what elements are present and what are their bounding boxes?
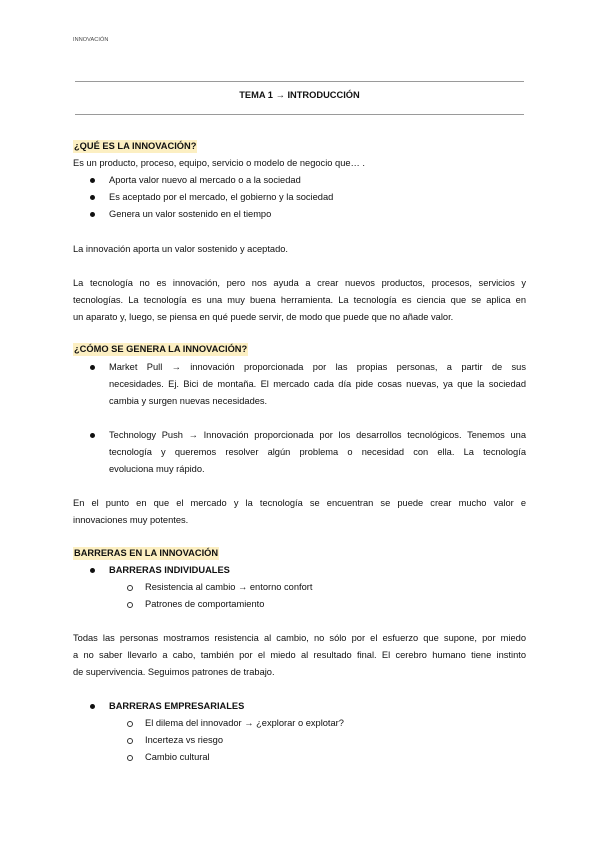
section1-intro: Es un producto, proceso, equipo, servicio o modelo de negocio que… . [73,158,365,168]
section2-bullet-line: Technology Push → Innovación proporcionada por los desarrollos tecnológicos. Tenemos una [109,430,526,440]
section1-paragraph-line: tecnologías. La tecnología es una muy buena herramienta. La tecnología es ciencia que se aplica en [73,295,526,305]
section-heading-what: ¿QUÉ ES LA INNOVACIÓN? [74,141,197,151]
section3-paragraph-line: a no saber llevarlo a cabo, también por el miedo al resultado final. El cerebro humano tiene instinto [73,650,526,660]
section-heading-how: ¿CÓMO SE GENERA LA INNOVACIÓN? [74,344,248,354]
sub-bullet-circle [127,602,133,608]
section1-bullet: Genera un valor sostenido en el tiempo [109,209,272,219]
bullet-dot [90,433,95,438]
section2-bullet-line: Market Pull → innovación proporcionada por las propias personas, a partir de sus [109,362,526,372]
sub-bullet-circle [127,585,133,591]
sub-bullet-circle [127,721,133,727]
section2-paragraph-line: innovaciones muy potentes. [73,515,189,525]
bullet-dot [90,195,95,200]
bullet-dot [90,212,95,217]
section1-paragraph: La innovación aporta un valor sostenido y aceptado. [73,244,289,254]
section2-bullet-line: necesidades. Ej. Bici de montaña. El mercado cada día pide cosas nuevas, ya que la sociedad [109,379,526,389]
business-barrier-item: El dilema del innovador → ¿explorar o explotar? [145,718,344,728]
individual-barrier-item: Resistencia al cambio → entorno confort [145,582,313,592]
section1-paragraph-line: un aparato y, luego, se piensa en qué puede servir, de modo que puede que no añade valor. [73,312,454,322]
section2-bullet-line: tecnología y queremos resolver algún problema o necesidad con ella. La tecnología [109,447,526,457]
section2-paragraph-line: En el punto en que el mercado y la tecnología se encuentran se puede crear mucho valor e [73,498,526,508]
section1-bullet: Aporta valor nuevo al mercado o a la sociedad [109,175,301,185]
section2-bullet-line: evoluciona muy rápido. [109,464,205,474]
section-heading-barriers: BARRERAS EN LA INNOVACIÓN [74,548,219,558]
title-bottom-rule [75,114,524,115]
running-header: INNOVACIÓN [73,37,109,43]
sub-bullet-circle [127,755,133,761]
section3-paragraph-line: de supervivencia. Seguimos patrones de trabajo. [73,667,275,677]
section3-paragraph-line: Todas las personas mostramos resistencia al cambio, no sólo por el esfuerzo que supone, por miedo [73,633,526,643]
business-barrier-item: Cambio cultural [145,752,210,762]
individual-barrier-item: Patrones de comportamiento [145,599,265,609]
individual-barriers-label: BARRERAS INDIVIDUALES [109,565,230,575]
sub-bullet-circle [127,738,133,744]
bullet-dot [90,178,95,183]
business-barriers-label: BARRERAS EMPRESARIALES [109,701,245,711]
bullet-dot [90,704,95,709]
section1-bullet: Es aceptado por el mercado, el gobierno y la sociedad [109,192,334,202]
section2-bullet-line: cambia y surgen nuevas necesidades. [109,396,268,406]
business-barrier-item: Incerteza vs riesgo [145,735,224,745]
title-top-rule [75,81,524,82]
bullet-dot [90,568,95,573]
bullet-dot [90,365,95,370]
section1-paragraph-line: La tecnología no es innovación, pero nos ayuda a crear nuevos productos, procesos, servicios y [73,278,526,288]
document-title: TEMA 1 → INTRODUCCIÓN [239,90,360,100]
